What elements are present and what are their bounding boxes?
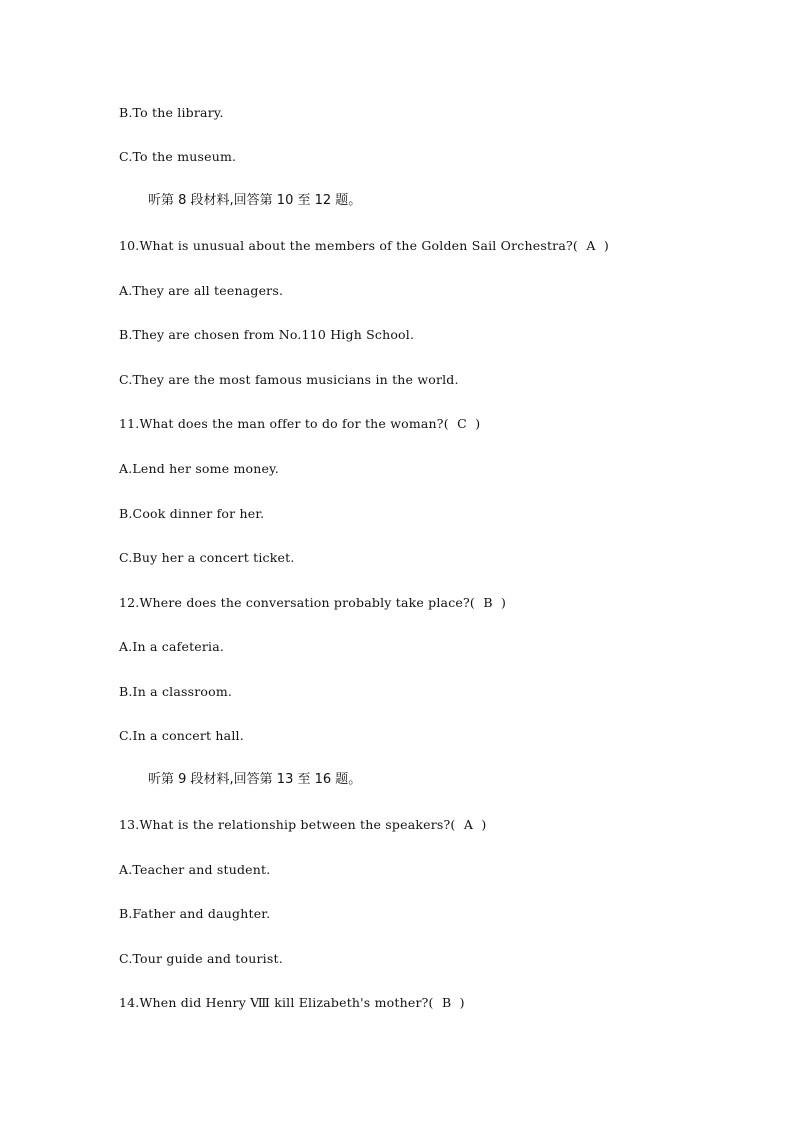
option-10c: C.They are the most famous musicians in the world. <box>119 372 459 387</box>
option-11b: B.Cook dinner for her. <box>119 506 265 521</box>
section-heading-8: 听第 8 段材料,回答第 10 至 12 题。 <box>148 193 362 208</box>
option-12b: B.In a classroom. <box>119 684 233 699</box>
question-11: 11.What does the man offer to do for the woman?( C ) <box>119 416 481 431</box>
section-heading-9: 听第 9 段材料,回答第 13 至 16 题。 <box>148 772 362 787</box>
option-13a: A.Teacher and student. <box>119 862 271 877</box>
option-13b: B.Father and daughter. <box>119 906 271 921</box>
option-10a: A.They are all teenagers. <box>119 283 284 298</box>
option-12a: A.In a cafeteria. <box>119 639 225 654</box>
option-9b: B.To the library. <box>119 105 224 120</box>
question-13: 13.What is the relationship between the speakers?( A ) <box>119 817 487 832</box>
option-12c: C.In a concert hall. <box>119 728 244 743</box>
option-13c: C.Tour guide and tourist. <box>119 951 283 966</box>
option-9c: C.To the museum. <box>119 149 237 164</box>
option-11a: A.Lend her some money. <box>119 461 279 476</box>
question-10: 10.What is unusual about the members of the Golden Sail Orchestra?( A ) <box>119 238 609 253</box>
option-11c: C.Buy her a concert ticket. <box>119 550 295 565</box>
question-14: 14.When did Henry Ⅷ kill Elizabeth's mother?( B ) <box>119 995 465 1010</box>
option-10b: B.They are chosen from No.110 High School. <box>119 327 415 342</box>
question-12: 12.Where does the conversation probably take place?( B ) <box>119 595 507 610</box>
